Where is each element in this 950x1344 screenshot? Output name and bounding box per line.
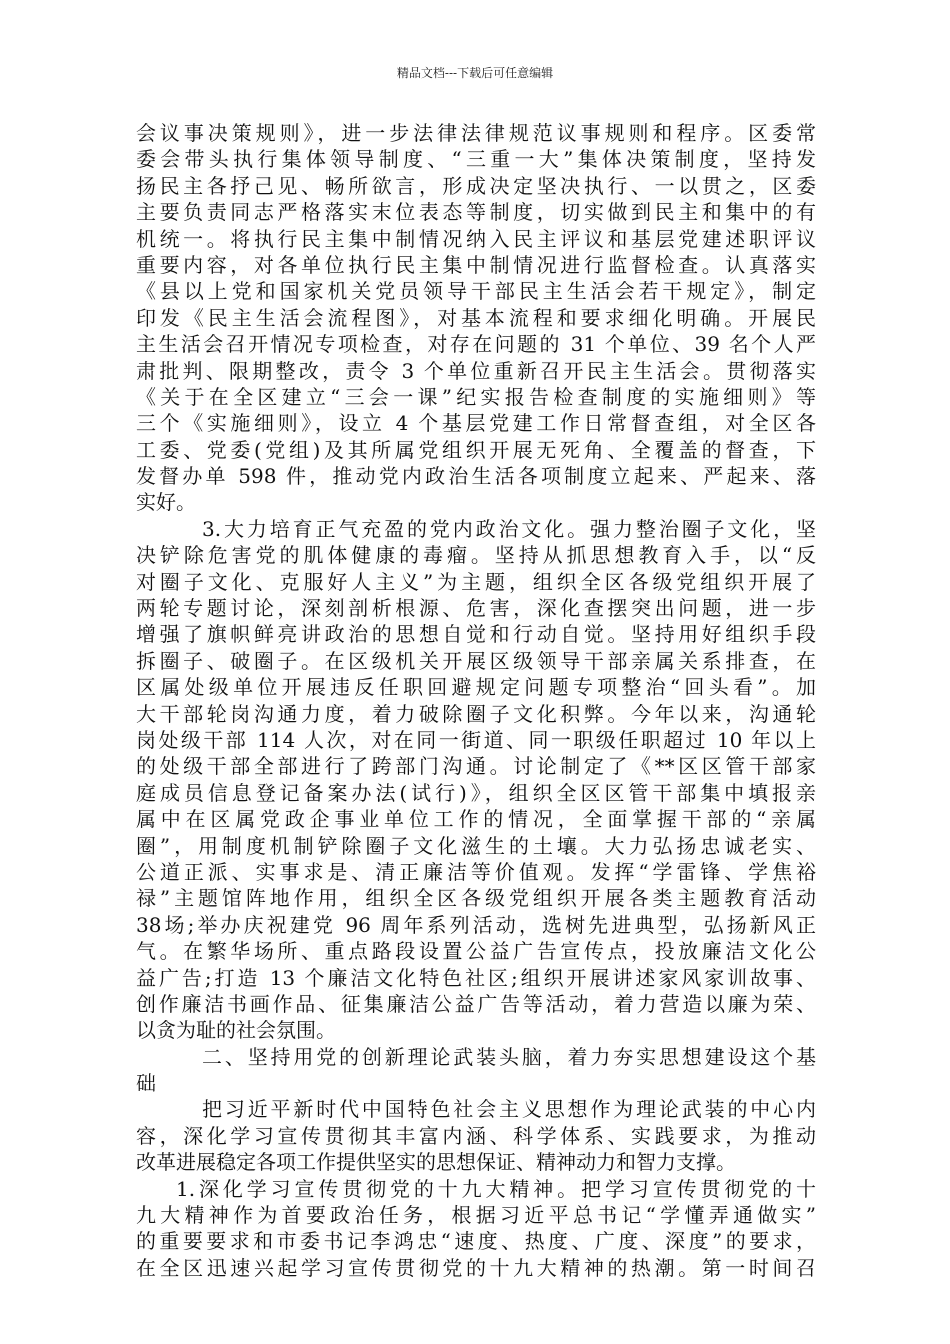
text-line: 主要负责同志严格落实末位表态等制度，切实做到民主和集中的有: [136, 200, 816, 225]
text-line: 发督办单 598 件，推动党内政治生活各项制度立起来、严起来、落: [136, 464, 816, 489]
text-line: 工委、党委(党组)及其所属党组织开展无死角、全覆盖的督查，下: [136, 437, 816, 462]
text-line: 机统一。将执行民主集中制情况纳入民主评议和基层党建述职评议: [136, 226, 816, 251]
document-body: [136, 120, 816, 1281]
text-line: 在全区迅速兴起学习宣传贯彻党的十九大精神的热潮。第一时间召: [136, 1255, 816, 1280]
text-line: 重要内容，对各单位执行民主集中制情况进行监督检查。认真落实: [136, 252, 816, 277]
section-heading-line: 1.深化学习宣传贯彻党的十九大精神。把学习宣传贯彻党的十: [176, 1176, 816, 1201]
text-line: 改革进展稳定各项工作提供坚实的思想保证、精神动力和智力支撑。: [136, 1150, 736, 1175]
text-line: 委会带头执行集体领导制度、“三重一大”集体决策制度，坚持发: [136, 147, 816, 172]
text-line: 气。在繁华场所、重点路段设置公益广告宣传点，投放廉洁文化公: [136, 939, 816, 964]
text-line: 增强了旗帜鲜亮讲政治的思想自觉和行动自觉。坚持用好组织手段: [136, 622, 816, 647]
paragraph-democratic-centralism: [136, 120, 816, 516]
text-line: 禄”主题馆阵地作用，组织全区各级党组织开展各类主题教育活动: [136, 886, 816, 911]
text-line: 的处级干部全部进行了跨部门沟通。讨论制定了《**区区管干部家: [136, 754, 816, 779]
text-line: 对圈子文化、克服好人主义”为主题，组织全区各级党组织开展了: [136, 569, 816, 594]
paragraph-political-culture: [136, 516, 816, 1044]
text-line: 《关于在全区建立“三会一课”纪实报告检查制度的实施细则》等: [136, 384, 816, 409]
text-line: 大干部轮岗沟通力度，着力破除圈子文化积弊。今年以来，沟通轮: [136, 701, 816, 726]
text-line: 印发《民主生活会流程图》，对基本流程和要求细化明确。开展民: [136, 305, 816, 330]
text-line: 肃批判、限期整改，责令 3 个单位重新召开民主生活会。贯彻落实: [136, 358, 816, 383]
text-line: 38场;举办庆祝建党 96 周年系列活动，选树先进典型，弘扬新风正: [136, 912, 816, 937]
text-line: 创作廉洁书画作品、征集廉洁公益广告等活动，着力营造以廉为荣、: [136, 991, 816, 1016]
section-heading-two: [136, 1044, 816, 1097]
text-line: 《县以上党和国家机关党员领导干部民主生活会若干规定》，制定: [136, 279, 816, 304]
text-line: 实好。: [136, 490, 196, 515]
section-heading-line: 3.大力培育正气充盈的党内政治文化。强力整治圈子文化，坚: [202, 516, 816, 541]
text-line: 庭成员信息登记备案办法(试行)》，组织全区区管干部集中填报亲: [136, 780, 816, 805]
text-line: 两轮专题讨论，深刻剖析根源、危害，深化查摆突出问题，进一步: [136, 596, 816, 621]
text-line: 九大精神作为首要政治任务，根据习近平总书记“学懂弄通做实”: [136, 1203, 816, 1228]
text-line: 扬民主各抒己见、畅所欲言，形成决定坚决执行、一以贯之，区委: [136, 173, 816, 198]
text-line: 属中在区属党政企事业单位工作的情况，全面掌握干部的“亲属: [136, 807, 816, 832]
text-line: 益广告;打造 13 个廉洁文化特色社区;组织开展讲述家风家训故事、: [136, 965, 816, 990]
page-header: 精品文档---下载后可任意编辑: [396, 66, 554, 80]
text-line: 区属处级单位开展违反任职回避规定问题专项整治“回头看”。加: [136, 675, 816, 700]
text-line: 岗处级干部 114 人次，对在同一街道、同一职级任职超过 10 年以上: [136, 727, 816, 752]
text-line: 决铲除危害党的肌体健康的毒瘤。坚持从抓思想教育入手，以“反: [136, 543, 816, 568]
text-line: 会议事决策规则》，进一步法律法律规范议事规则和程序。区委常: [136, 121, 816, 145]
text-line: 主生活会召开情况专项检查，对存在问题的 31 个单位、39 名个人严: [136, 332, 816, 357]
text-line: 把习近平新时代中国特色社会主义思想作为理论武装的中心内: [202, 1097, 816, 1122]
text-line: 拆圈子、破圈子。在区级机关开展区级领导干部亲属关系排查，在: [136, 648, 816, 673]
text-line: 三个《实施细则》，设立 4 个基层党建工作日常督查组，对全区各: [136, 411, 816, 436]
text-line: 公道正派、实事求是、清正廉洁等价值观。发挥“学雷锋、学焦裕: [136, 859, 816, 884]
paragraph-nineteenth-congress: [136, 1176, 816, 1282]
text-line: 的重要要求和市委书记李鸿忠“速度、热度、广度、深度”的要求，: [136, 1229, 816, 1254]
text-line: 容，深化学习宣传贯彻其丰富内涵、科学体系、实践要求，为推动: [136, 1123, 816, 1148]
section-heading-line: 二、坚持用党的创新理论武装头脑，着力夯实思想建设这个基: [202, 1044, 816, 1069]
text-line: 圈”，用制度机制铲除圈子文化滋生的土壤。大力弘扬忠诚老实、: [136, 833, 816, 858]
text-line: 以贪为耻的社会氛围。: [136, 1018, 336, 1043]
paragraph-theory-arming: [136, 1096, 816, 1175]
section-heading-line: 础: [136, 1071, 156, 1096]
